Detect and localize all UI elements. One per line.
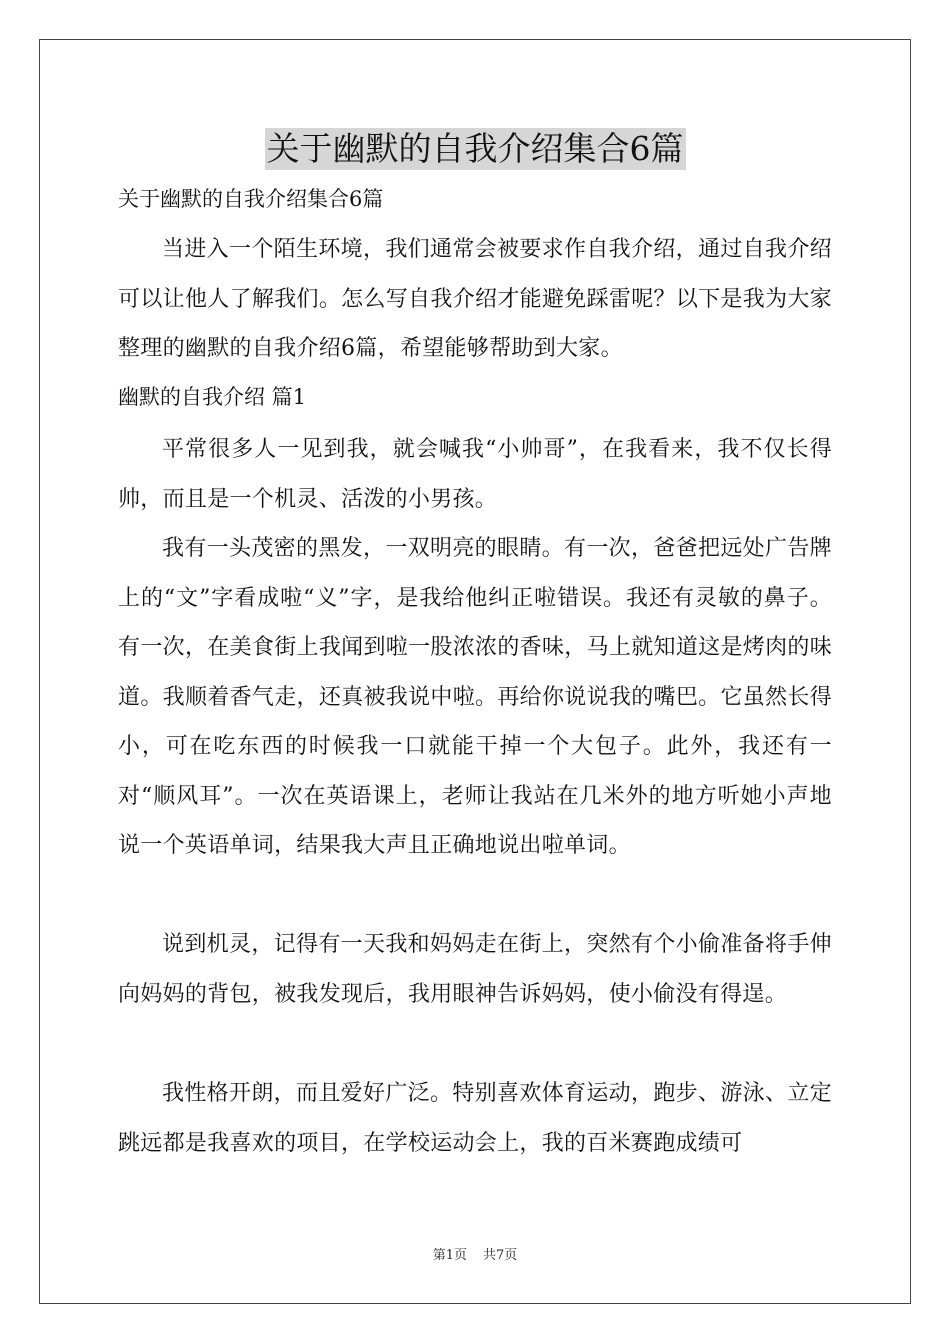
document-subtitle: 关于幽默的自我介绍集合6篇 xyxy=(118,187,384,211)
intro-paragraph: 当进入一个陌生环境，我们通常会被要求作自我介绍，通过自我介绍可以让他人了解我们。怎么写自我介绍才能避免踩雷呢？以下是我为大家整理的幽默的自我介绍6篇，希望能够帮助到大家。 xyxy=(118,237,832,361)
body-paragraph-1: 平常很多人一见到我，就会喊我“小帅哥”，在我看来，我不仅长得帅，而且是一个机灵、活泼的小男孩。 xyxy=(118,437,832,512)
page-footer xyxy=(0,1247,950,1265)
page-total: 共7页 xyxy=(483,1248,518,1263)
section-heading: 幽默的自我介绍 篇1 xyxy=(118,385,307,409)
page-number: 第1页 xyxy=(432,1248,467,1263)
body-paragraph-3: 说到机灵，记得有一天我和妈妈走在街上，突然有个小偷准备将手伸向妈妈的背包，被我发现后，我用眼神告诉妈妈，使小偷没有得逞。 xyxy=(118,932,832,1007)
body-paragraph-4: 我性格开朗，而且爱好广泛。特别喜欢体育运动，跑步、游泳、立定跳远都是我喜欢的项目，在学校运动会上，我的百米赛跑成绩可 xyxy=(118,1081,832,1156)
document-title: 关于幽默的自我介绍集合6篇 xyxy=(266,129,684,168)
title-wrap xyxy=(0,128,950,170)
body-paragraph-2: 我有一头茂密的黑发，一双明亮的眼睛。有一次，爸爸把远处广告牌上的“文”字看成啦“义”字，是我给他纠正啦错误。我还有灵敏的鼻子。有一次，在美食街上我闻到啦一股浓浓的香味，马上就知道这是烤肉的味道。我顺着香气走，还真被我说中啦。再给你说说我的嘴巴。它虽然长得小，可在吃东西的时候我一口就能干掉一个大包子。此外，我还有一对“顺风耳”。一次在英语课上，老师让我站在几米外的地方听她小声地说一个英语单词，结果我大声且正确地说出啦单词。 xyxy=(118,536,832,858)
